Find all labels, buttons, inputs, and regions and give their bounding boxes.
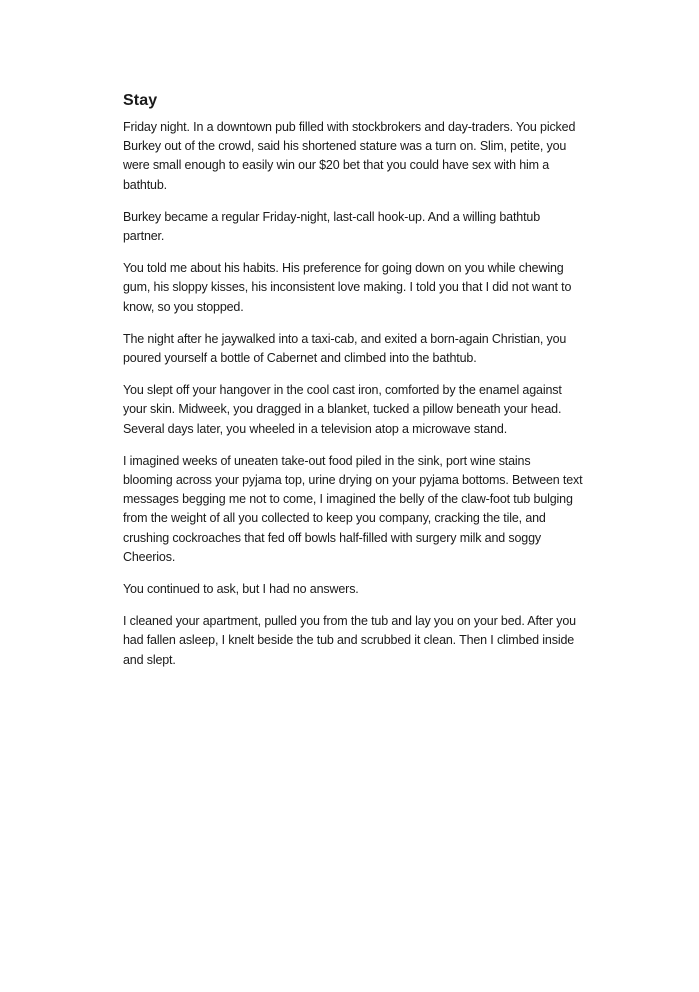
document-page [123,92,583,683]
document-title: Stay [123,92,158,109]
paragraph: Burkey became a regular Friday-night, last-call hook-up. And a willing bathtub partner. [123,209,540,244]
paragraph: I cleaned your apartment, pulled you from the tub and lay you on your bed. After you had fallen asleep, I knelt beside the tub and scrubbed it clean. Then I climbed inside and slept. [123,614,576,667]
paragraph: You told me about his habits. His preference for going down on you while chewing gum, his sloppy kisses, his inconsistent love making. I told you that I did not want to know, so you stopped. [123,261,572,314]
paragraph: I imagined weeks of uneaten take-out food piled in the sink, port wine stains blooming across your pyjama top, urine drying on your pyjama bottoms. Between text messages begging me not to come, I imagined the belly of the claw-foot tub bulging from the weight of all you collected to keep you company, cracking the tile, and crushing cockroaches that fed off bowls half-filled with surgery milk and soggy Cheerios. [123,453,583,564]
paragraph: You slept off your hangover in the cool cast iron, comforted by the enamel against your skin. Midweek, you dragged in a blanket, tucked a pillow beneath your head. Several days later, you wheeled in a television atop a microwave stand. [123,383,562,436]
paragraph: You continued to ask, but I had no answers. [123,582,359,597]
paragraph: Friday night. In a downtown pub filled with stockbrokers and day-traders. You picked Burkey out of the crowd, said his shortened stature was a turn on. Slim, petite, you were small enough to easily win our $20 bet that you could have sex with him a bathtub. [123,120,576,192]
paragraph: The night after he jaywalked into a taxi-cab, and exited a born-again Christian, you poured yourself a bottle of Cabernet and climbed into the bathtub. [123,331,567,366]
